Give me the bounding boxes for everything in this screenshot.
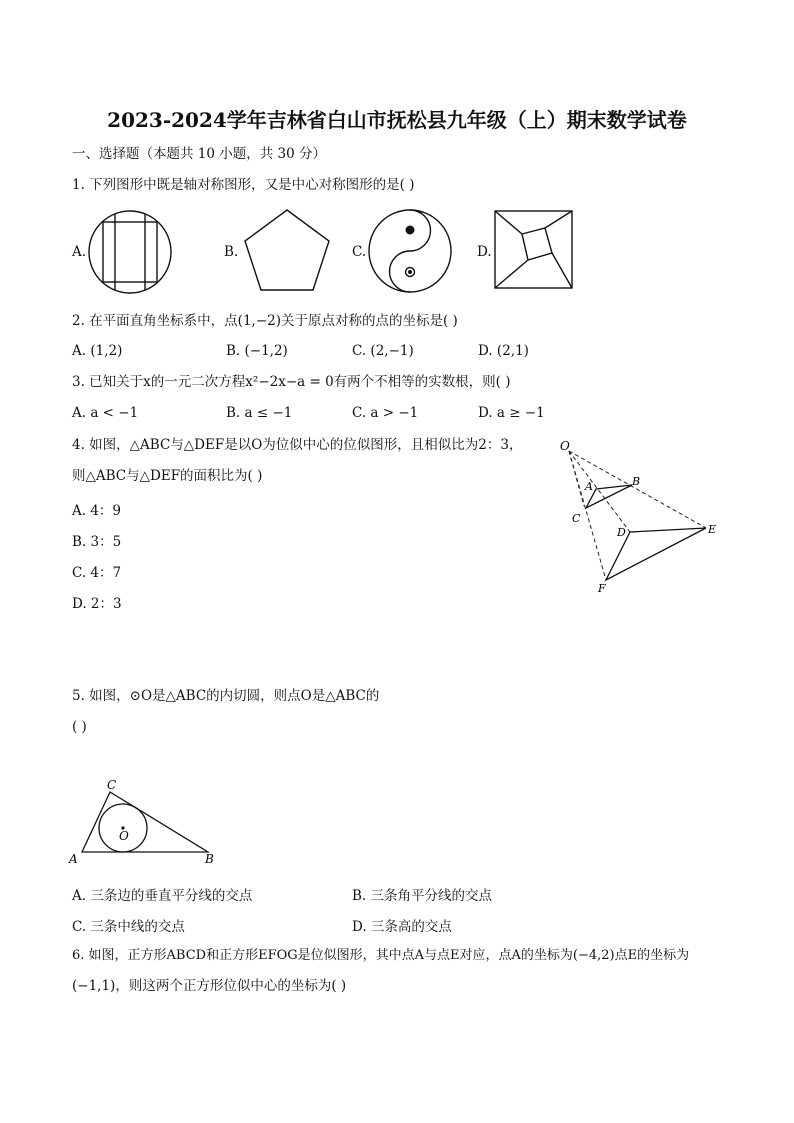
q6-stem-line2: (−1,1)，则这两个正方形位似中心的坐标为( ) — [72, 978, 347, 994]
q1-label-b: B. — [224, 244, 239, 260]
q2-option-c[interactable]: C. (2,−1) — [352, 343, 414, 359]
q6-stem-line1: 6. 如图，正方形ABCD和正方形EFOG是位似图形，其中点A与点E对应，点A的坐标为(−4,2)点E的坐标为 — [72, 948, 690, 963]
q4-label-o: O — [560, 439, 570, 453]
q4-label-b: B — [632, 475, 641, 488]
q4-option-b[interactable]: B. 3：5 — [72, 534, 122, 550]
q1-figure-a-circle-square — [86, 206, 176, 298]
q5-label-o: O — [119, 829, 129, 843]
q5-option-b[interactable]: B. 三条角平分线的交点 — [352, 888, 493, 904]
q1-figure-b-pentagon — [240, 206, 336, 296]
q3-option-a[interactable]: A. a < −1 — [72, 405, 139, 421]
exam-title: 2023-2024学年吉林省白山市抚松县九年级（上）期末数学试卷 — [107, 108, 687, 132]
q2-option-a[interactable]: A. (1,2) — [72, 343, 123, 359]
q4-label-a: A — [585, 480, 593, 493]
q3-option-c[interactable]: C. a > −1 — [352, 405, 419, 421]
q5-option-c[interactable]: C. 三条中线的交点 — [72, 919, 185, 935]
q4-stem-line2: 则△ABC与△DEF的面积比为( ) — [72, 468, 263, 484]
q4-figure-homothety — [540, 432, 740, 602]
q4-stem-line1: 4. 如图，△ABC与△DEF是以O为位似中心的位似图形，且相似比为2：3， — [72, 437, 523, 453]
q5-option-d[interactable]: D. 三条高的交点 — [352, 919, 452, 935]
q1-label-d: D. — [477, 244, 492, 260]
q3-stem: 3. 已知关于x的一元二次方程x²−2x−a = 0有两个不相等的实数根，则( ) — [72, 374, 511, 390]
q2-option-b[interactable]: B. (−1,2) — [226, 343, 288, 359]
q5-stem-line2: ( ) — [72, 719, 87, 735]
q1-label-a: A. — [72, 244, 87, 260]
q5-option-a[interactable]: A. 三条边的垂直平分线的交点 — [72, 888, 253, 904]
q5-figure-incircle — [64, 772, 224, 868]
q5-label-b: B — [205, 852, 214, 866]
q4-option-a[interactable]: A. 4：9 — [72, 503, 122, 519]
q3-option-d[interactable]: D. a ≥ −1 — [478, 405, 545, 421]
q5-label-a: A — [69, 852, 78, 866]
q2-option-d[interactable]: D. (2,1) — [478, 343, 529, 359]
q4-option-d[interactable]: D. 2：3 — [72, 596, 122, 612]
q5-label-c: C — [107, 778, 117, 792]
q2-stem: 2. 在平面直角坐标系中，点(1,−2)关于原点对称的点的坐标是( ) — [72, 313, 458, 329]
q4-label-d: D — [617, 526, 626, 539]
q1-stem: 1. 下列图形中既是轴对称图形，又是中心对称图形的是( ) — [72, 177, 415, 193]
q3-option-b[interactable]: B. a ≤ −1 — [226, 405, 293, 421]
q5-stem-line1: 5. 如图，⊙O是△ABC的内切圆，则点O是△ABC的 — [72, 688, 380, 704]
q4-label-e: E — [708, 523, 717, 536]
q4-label-c: C — [572, 512, 581, 525]
q1-figure-d-square-pinwheel — [492, 208, 576, 292]
section-heading: 一、选择题（本题共 10 小题，共 30 分） — [72, 146, 327, 162]
q4-option-c[interactable]: C. 4：7 — [72, 565, 122, 581]
q1-figure-c-yinyang — [366, 205, 456, 297]
q4-label-f: F — [598, 582, 606, 595]
q1-label-c: C. — [352, 244, 367, 260]
